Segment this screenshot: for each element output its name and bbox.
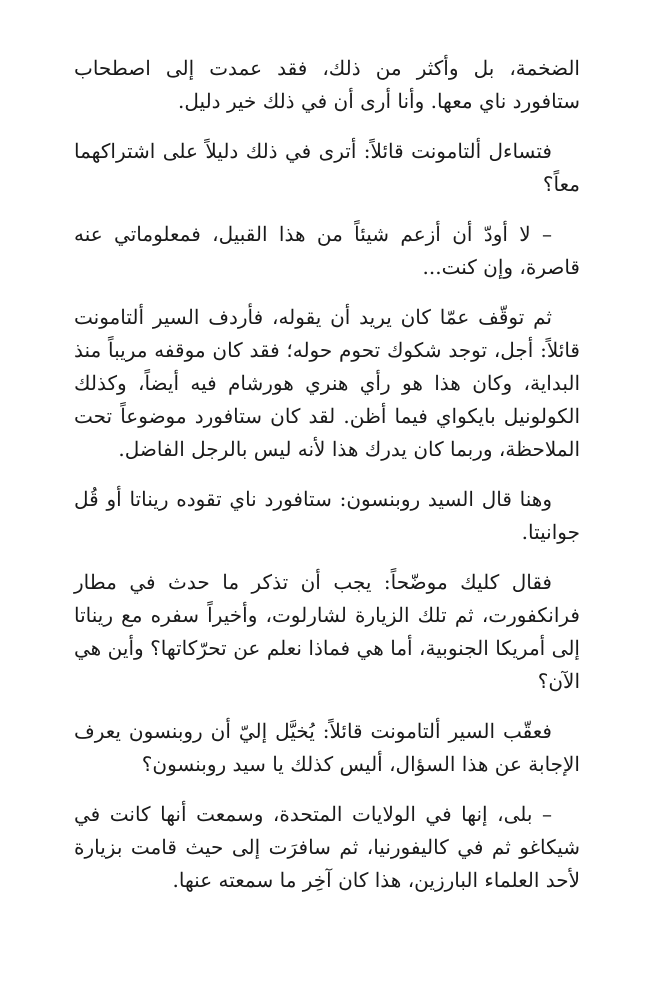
paragraph-4: ثم توقّف عمّا كان يريد أن يقوله، فأردف السير ألتامونت قائلاً: أجل، توجد شكوك تحوم حوله؛ فقد كان موقفه مريباً منذ البداية، وكان هذا هو رأي هنري هورشام فيه أيضاً، وكذلك الكولونيل بايكواي فيما أظن. لقد كان ستافورد موضوعاً تحت الملاحظة، وربما كان يدرك هذا لأنه ليس بالرجل الفاضل. — [74, 305, 580, 461]
paragraph-7: فعقّب السير ألتامونت قائلاً: يُخيَّل إليّ أن روبنسون يعرف الإجابة عن هذا السؤال، أليس كذلك يا سيد روبنسون؟ — [74, 719, 580, 776]
paragraph-3: – لا أودّ أن أزعم شيئاً من هذا القبيل، فمعلوماتي عنه قاصرة، وإن كنت... — [74, 222, 580, 279]
paragraph-8: – بلى، إنها في الولايات المتحدة، وسمعت أنها كانت في شيكاغو ثم في كاليفورنيا، ثم سافرَت إلى حيث قامت بزيارة لأحد العلماء البارزين، هذا كان آخِر ما سمعته عنها. — [74, 802, 580, 892]
book-page-body — [74, 52, 580, 914]
paragraph-1: الضخمة، بل وأكثر من ذلك، فقد عمدت إلى اصطحاب ستافورد ناي معها. وأنا أرى أن في ذلك خير دليل. — [74, 56, 580, 113]
paragraph-6: فقال كليك موضّحاً: يجب أن تذكر ما حدث في مطار فرانكفورت، ثم تلك الزيارة لشارلوت، وأخيراً سفره مع ريناتا إلى أمريكا الجنوبية، أما هي فماذا نعلم عن تحرّكاتها؟ وأين هي الآن؟ — [74, 570, 580, 693]
paragraph-2: فتساءل ألتامونت قائلاً: أترى في ذلك دليلاً على اشتراكهما معاً؟ — [74, 139, 580, 196]
paragraph-5: وهنا قال السيد روبنسون: ستافورد ناي تقوده ريناتا أو قُل جوانيتا. — [74, 487, 580, 544]
